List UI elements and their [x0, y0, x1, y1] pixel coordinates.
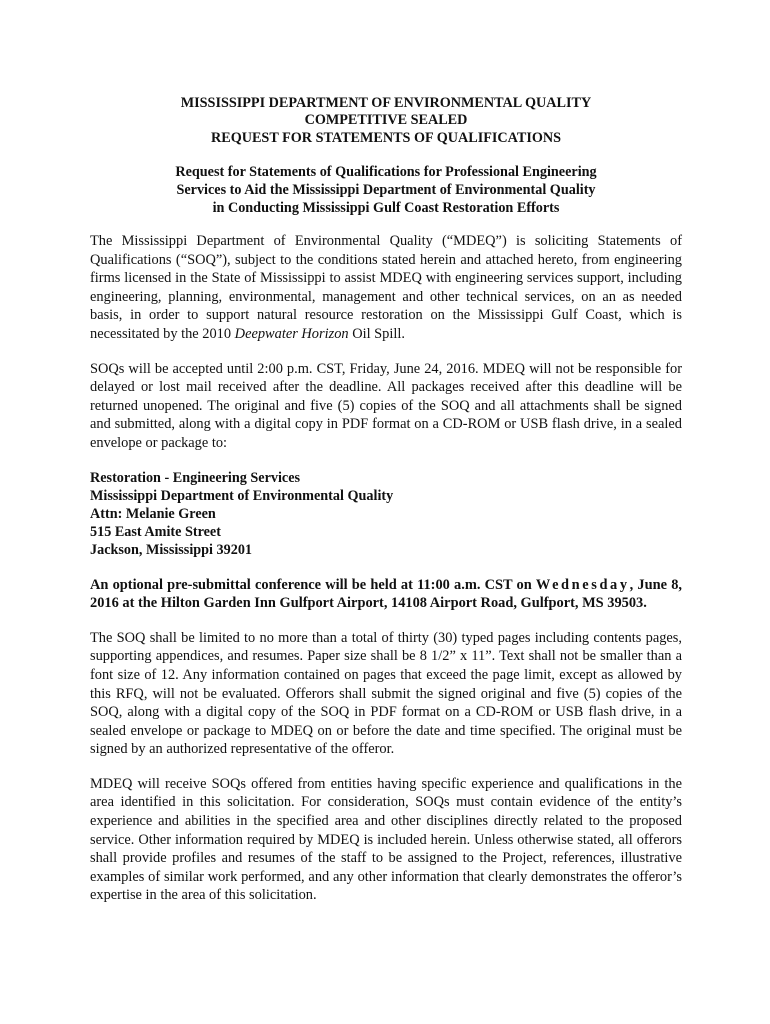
conference-text-end: , June 8, 2016 at the Hilton Garden Inn Gulfport Airport, 14108 Airport Road, Gulfport, MS 39503. — [90, 576, 682, 612]
mailing-address — [90, 469, 682, 560]
limits-paragraph: The SOQ shall be limited to no more than a total of thirty (30) typed pages including contents pages, supporting appendices, and resumes. Paper size shall be 8 1/2” x 11”. Text shall not be smaller than a font size of 12. Any information contained on pages that exceed the page limit, except as allowed by this RFQ, will not be evaluated. Offerors shall submit the signed original and five (5) copies of the SOQ, along with a digital copy of the SOQ in PDF format on a CD-ROM or USB flash drive, in a sealed envelope or package to MDEQ on or before the date and time specified. The original must be signed by an authorized representative of the offeror. — [90, 629, 682, 758]
deadline-paragraph: SOQs will be accepted until 2:00 p.m. CST, Friday, June 24, 2016. MDEQ will not be responsible for delayed or lost mail received after the deadline. All packages received after this deadline will be returned unopened. The original and five (5) copies of the SOQ and all attachments shall be signed and submitted, along with a digital copy in PDF format on a CD-ROM or USB flash drive, in a sealed envelope or package to: — [90, 360, 682, 451]
address-line-5: Jackson, Mississippi 39201 — [90, 542, 253, 559]
header-procurement-type: COMPETITIVE SEALED — [304, 112, 468, 128]
address-line-2: Mississippi Department of Environmental Quality — [90, 487, 394, 504]
document-header — [90, 95, 682, 147]
intro-text-end: Oil Spill. — [348, 325, 405, 342]
subtitle-line-3: in Conducting Mississippi Gulf Coast Restoration Efforts — [212, 200, 560, 216]
intro-paragraph — [90, 232, 682, 344]
address-line-1: Restoration - Engineering Services — [90, 469, 301, 486]
requirements-paragraph: MDEQ will receive SOQs offered from entities having specific experience and qualifications in the area identified in this solicitation. For consideration, SOQs must contain evidence of the entity’s experience and abilities in the specified area and other disciplines directly related to the proposed service. Other information required by MDEQ is included herein. Unless otherwise stated, all offerors shall provide profiles and resumes of the staff to be assigned to the Project, references, illustrative examples of similar work performed, and any other information that clearly demonstrates the offeror’s expertise in the area of this solicitation. — [90, 775, 682, 904]
conference-text: An optional pre-submittal conference will be held at 11:00 a.m. CST on — [90, 576, 536, 593]
header-agency: MISSISSIPPI DEPARTMENT OF ENVIRONMENTAL QUALITY — [180, 95, 592, 111]
address-line-3: Attn: Melanie Green — [90, 505, 216, 522]
intro-text: The Mississippi Department of Environmental Quality (“MDEQ”) is soliciting Statements of Qualifications (“SOQ”), subject to the conditions stated herein and attached hereto, from engineering firms licensed in the State of Mississippi to assist MDEQ with engineering services support, including engineering, planning, environmental, management and other technical services, on an as needed basis, in order to support natural resource restoration on the Mississippi Gulf Coast, which is necessitated by the 2010 — [90, 233, 682, 342]
address-line-4: 515 East Amite Street — [90, 524, 221, 541]
conference-day: Wednesday — [535, 576, 630, 593]
header-title: REQUEST FOR STATEMENTS OF QUALIFICATIONS — [210, 130, 562, 146]
conference-paragraph — [90, 576, 682, 613]
document-page — [90, 95, 682, 905]
document-subtitle — [90, 163, 682, 217]
intro-italic-name: Deepwater Horizon — [234, 325, 349, 342]
subtitle-line-1: Request for Statements of Qualifications for Professional Engineering — [175, 164, 597, 180]
subtitle-line-2: Services to Aid the Mississippi Department of Environmental Quality — [176, 182, 596, 198]
